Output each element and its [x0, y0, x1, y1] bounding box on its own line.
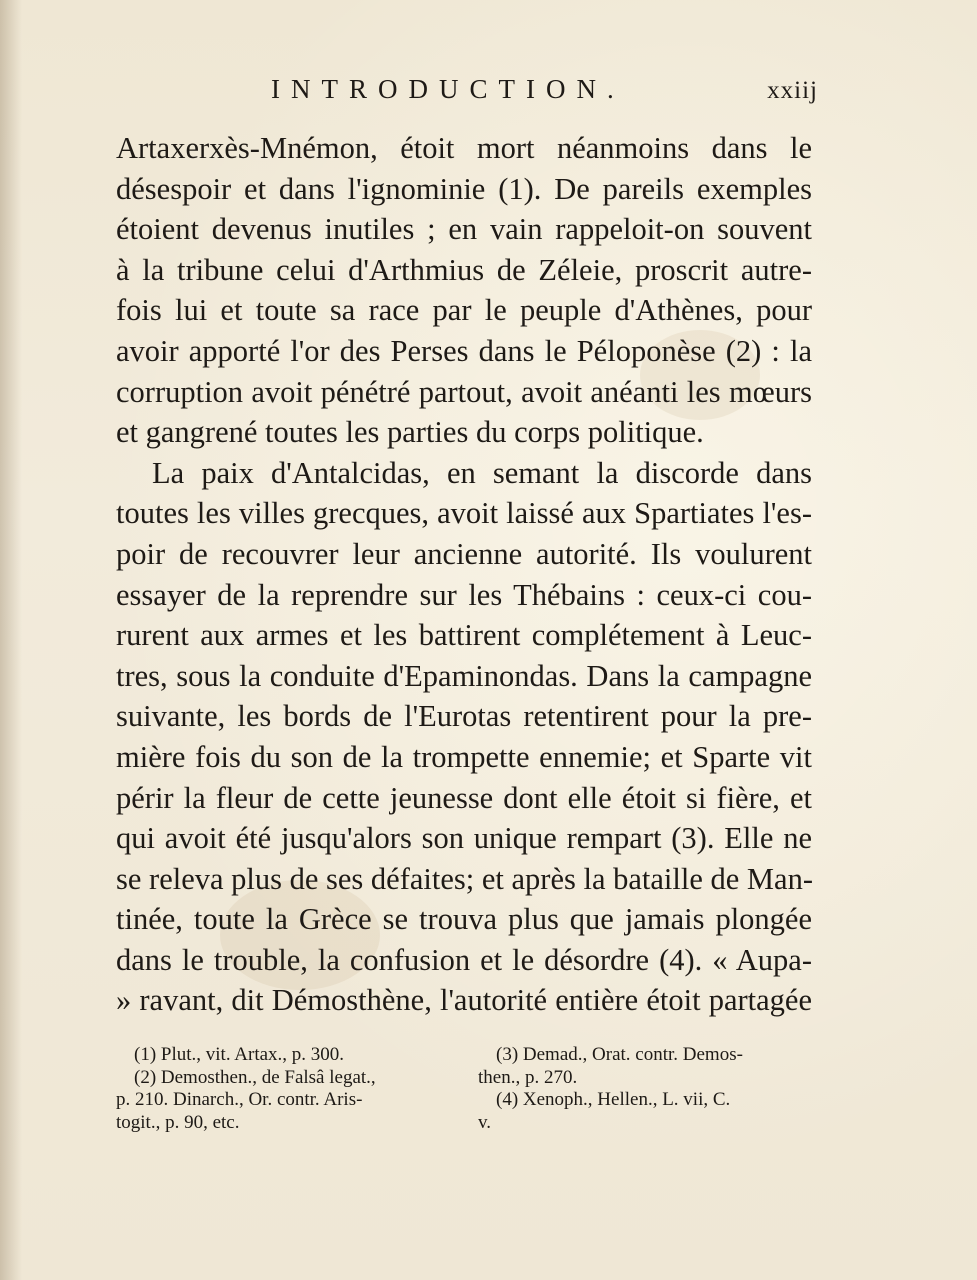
- text-line: mière fois du son de la trompette ennemie; et Sparte vit: [116, 739, 812, 774]
- text-line: désespoir et dans l'ignominie (1). De pareils exemples: [116, 171, 812, 206]
- page-number: xxiij: [767, 77, 818, 104]
- text-line: périr la fleur de cette jeunesse dont elle étoit si fière, et: [116, 780, 812, 815]
- footnote-line: p. 210. Dinarch., Or. contr. Aris-: [116, 1089, 363, 1110]
- running-head: INTRODUCTION.: [271, 74, 625, 104]
- text-line: avoir apporté l'or des Perses dans le Péloponèse (2) : la: [116, 333, 812, 368]
- footnote-line: (4) Xenoph., Hellen., L. vii, C.: [496, 1089, 731, 1110]
- text-line: Artaxerxès-Mnémon, étoit mort néanmoins dans le: [116, 131, 812, 165]
- footnote-line: v.: [478, 1111, 492, 1133]
- text-line: et gangrené toutes les parties du corps politique.: [116, 415, 704, 450]
- footnote-line: (3) Demad., Orat. contr. Demos-: [496, 1044, 743, 1065]
- footnote-line: togit., p. 90, etc.: [116, 1111, 240, 1133]
- text-line: toutes les villes grecques, avoit laissé aux Spartiates l'es-: [116, 496, 812, 531]
- text-line: La paix d'Antalcidas, en semant la discorde dans: [152, 455, 812, 490]
- text-line: étoient devenus inutiles ; en vain rappeloit-on souvent: [116, 212, 812, 247]
- text-line: » ravant, dit Démosthène, l'autorité entière étoit partagée: [116, 983, 812, 1018]
- text-line: suivante, les bords de l'Eurotas retentirent pour la pre-: [116, 699, 812, 734]
- text-line: se releva plus de ses défaites; et après la bataille de Man-: [116, 861, 813, 896]
- footnote-line: (2) Demosthen., de Falsâ legat.,: [134, 1066, 376, 1088]
- footnotes-right-column: [478, 1044, 812, 1134]
- footnotes-left-column: [116, 1044, 452, 1134]
- text-line: essayer de la reprendre sur les Thébains : ceux-ci cou-: [116, 577, 812, 612]
- text-line: tres, sous la conduite d'Epaminondas. Dans la campagne: [116, 658, 812, 693]
- text-line: corruption avoit pénétré partout, avoit anéanti les mœurs: [116, 374, 812, 409]
- text-line: qui avoit été jusqu'alors son unique rempart (3). Elle ne: [116, 821, 812, 856]
- text-line: rurent aux armes et les battirent complétement à Leuc-: [116, 618, 812, 653]
- main-text: [116, 128, 812, 1021]
- spine-shadow: [0, 0, 22, 1280]
- text-line: poir de recouvrer leur ancienne autorité. Ils voulurent: [116, 536, 812, 571]
- footnote-line: then., p. 270.: [478, 1066, 578, 1088]
- page-header: [116, 74, 818, 114]
- text-line: fois lui et toute sa race par le peuple d'Athènes, pour: [116, 293, 812, 328]
- footnote-line: (1) Plut., vit. Artax., p. 300.: [134, 1044, 345, 1065]
- text-line: à la tribune celui d'Arthmius de Zéleie, proscrit autre-: [116, 252, 812, 287]
- text-line: tinée, toute la Grèce se trouva plus que jamais plongée: [116, 902, 812, 937]
- text-line: dans le trouble, la confusion et le désordre (4). « Aupa-: [116, 942, 812, 977]
